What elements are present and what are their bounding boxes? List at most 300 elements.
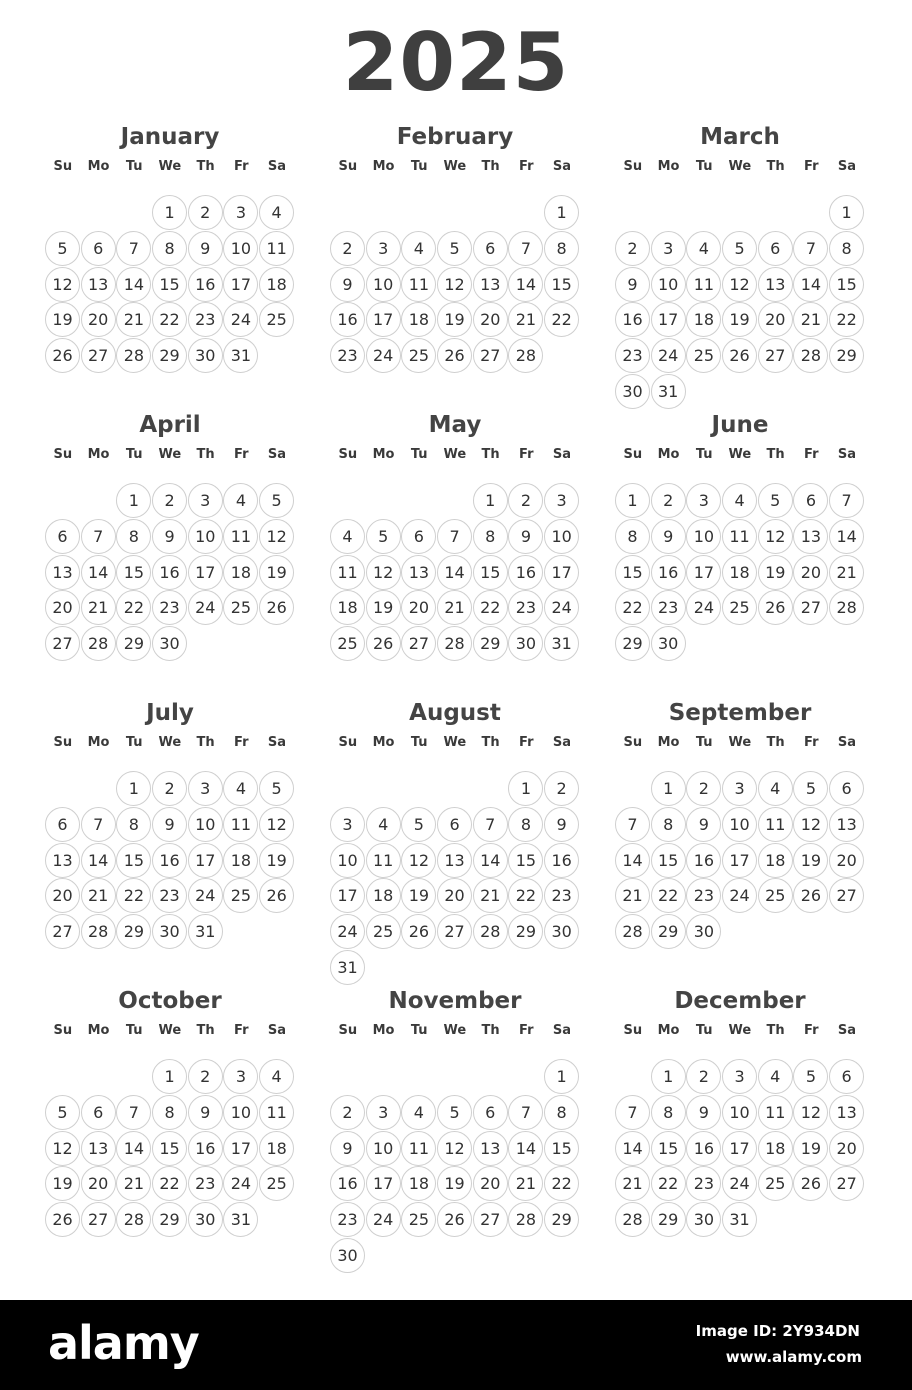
day-cell: 11 — [758, 1095, 793, 1130]
day-cell: 17 — [651, 302, 686, 337]
day-cell: 22 — [473, 590, 508, 625]
day-cell: 31 — [722, 1202, 757, 1237]
day-cell: 5 — [793, 1059, 828, 1094]
day-cell: 14 — [437, 555, 472, 590]
day-cell: 1 — [152, 1059, 187, 1094]
day-cell: 18 — [259, 1131, 294, 1166]
day-grid — [45, 195, 295, 374]
empty-cell — [615, 195, 650, 230]
day-cell: 29 — [473, 626, 508, 661]
day-cell: 9 — [330, 1131, 365, 1166]
day-cell: 30 — [152, 914, 187, 949]
day-cell: 30 — [615, 374, 650, 409]
day-cell: 21 — [116, 302, 151, 337]
day-cell: 31 — [651, 374, 686, 409]
month-june — [615, 410, 865, 662]
day-cell: 17 — [223, 1131, 258, 1166]
day-cell: 3 — [223, 195, 258, 230]
empty-cell — [758, 195, 793, 230]
day-cell: 2 — [615, 231, 650, 266]
weekday-header — [330, 157, 580, 177]
day-cell: 21 — [81, 590, 116, 625]
day-cell: 15 — [544, 1131, 579, 1166]
day-cell: 5 — [793, 771, 828, 806]
day-cell: 23 — [508, 590, 543, 625]
day-cell: 6 — [45, 519, 80, 554]
day-cell: 8 — [473, 519, 508, 554]
day-cell: 24 — [686, 590, 721, 625]
weekday-label: Su — [338, 735, 358, 750]
day-cell: 12 — [758, 519, 793, 554]
day-cell: 9 — [686, 1095, 721, 1130]
month-title: July — [146, 700, 194, 726]
day-cell: 24 — [544, 590, 579, 625]
day-cell: 27 — [473, 1202, 508, 1237]
weekday-label: Fr — [804, 447, 819, 462]
month-april — [45, 410, 295, 662]
weekday-header — [45, 445, 295, 465]
empty-cell — [401, 1059, 436, 1094]
day-cell: 6 — [473, 1095, 508, 1130]
weekday-label: Su — [53, 1023, 73, 1038]
day-cell: 26 — [45, 1202, 80, 1237]
day-cell: 8 — [544, 1095, 579, 1130]
weekday-label: We — [443, 159, 467, 174]
day-cell: 26 — [793, 878, 828, 913]
weekday-label: Su — [53, 447, 73, 462]
weekday-label: Su — [623, 159, 643, 174]
empty-cell — [473, 195, 508, 230]
day-cell: 8 — [615, 519, 650, 554]
weekday-label: Tu — [125, 735, 143, 750]
day-cell: 1 — [615, 483, 650, 518]
day-cell: 20 — [401, 590, 436, 625]
day-cell: 9 — [544, 807, 579, 842]
day-cell: 21 — [116, 1166, 151, 1201]
day-cell: 2 — [330, 231, 365, 266]
day-cell: 22 — [829, 302, 864, 337]
day-cell: 16 — [152, 843, 187, 878]
day-cell: 10 — [223, 1095, 258, 1130]
day-cell: 13 — [401, 555, 436, 590]
day-cell: 17 — [366, 302, 401, 337]
day-cell: 24 — [188, 590, 223, 625]
day-cell: 10 — [722, 1095, 757, 1130]
day-cell: 30 — [651, 626, 686, 661]
day-cell: 15 — [544, 267, 579, 302]
day-cell: 27 — [81, 1202, 116, 1237]
day-cell: 25 — [722, 590, 757, 625]
day-cell: 28 — [116, 1202, 151, 1237]
day-cell: 12 — [366, 555, 401, 590]
day-cell: 3 — [366, 1095, 401, 1130]
day-cell: 11 — [686, 267, 721, 302]
day-cell: 10 — [366, 1131, 401, 1166]
day-cell: 23 — [152, 878, 187, 913]
day-cell: 23 — [686, 1166, 721, 1201]
day-cell: 2 — [686, 771, 721, 806]
day-cell: 29 — [116, 626, 151, 661]
day-cell: 5 — [437, 231, 472, 266]
empty-cell — [473, 771, 508, 806]
day-cell: 7 — [615, 807, 650, 842]
day-cell: 15 — [116, 843, 151, 878]
day-cell: 29 — [651, 914, 686, 949]
weekday-label: Sa — [837, 735, 857, 750]
day-cell: 15 — [615, 555, 650, 590]
weekday-label: Mo — [372, 447, 395, 462]
day-cell: 4 — [259, 195, 294, 230]
day-cell: 23 — [330, 1202, 365, 1237]
month-title: June — [711, 412, 769, 438]
day-cell: 17 — [722, 843, 757, 878]
day-cell: 11 — [366, 843, 401, 878]
day-cell: 2 — [508, 483, 543, 518]
day-cell: 3 — [223, 1059, 258, 1094]
day-cell: 26 — [437, 338, 472, 373]
day-cell: 4 — [758, 1059, 793, 1094]
day-cell: 15 — [508, 843, 543, 878]
day-cell: 22 — [544, 302, 579, 337]
day-cell: 8 — [651, 807, 686, 842]
day-cell: 23 — [686, 878, 721, 913]
day-cell: 28 — [508, 338, 543, 373]
empty-cell — [330, 1059, 365, 1094]
weekday-label: Th — [481, 735, 500, 750]
day-cell: 4 — [722, 483, 757, 518]
weekday-label: Tu — [695, 159, 713, 174]
day-cell: 30 — [686, 1202, 721, 1237]
empty-cell — [401, 771, 436, 806]
day-cell: 29 — [615, 626, 650, 661]
weekday-label: Fr — [519, 159, 534, 174]
day-cell: 15 — [829, 267, 864, 302]
weekday-label: Mo — [372, 1023, 395, 1038]
day-cell: 1 — [544, 1059, 579, 1094]
empty-cell — [366, 1059, 401, 1094]
weekday-label: Fr — [519, 1023, 534, 1038]
weekday-label: We — [158, 447, 182, 462]
day-cell: 28 — [81, 914, 116, 949]
weekday-label: We — [728, 1023, 752, 1038]
empty-cell — [330, 195, 365, 230]
day-cell: 3 — [330, 807, 365, 842]
weekday-header — [45, 733, 295, 753]
day-cell: 20 — [437, 878, 472, 913]
day-cell: 16 — [686, 843, 721, 878]
year-title: 2025 — [342, 16, 570, 109]
weekday-label: Tu — [410, 735, 428, 750]
day-cell: 8 — [829, 231, 864, 266]
empty-cell — [330, 483, 365, 518]
day-cell: 7 — [116, 1095, 151, 1130]
weekday-label: Sa — [837, 447, 857, 462]
day-cell: 12 — [45, 1131, 80, 1166]
month-title: August — [409, 700, 501, 726]
day-cell: 8 — [116, 807, 151, 842]
day-cell: 24 — [366, 338, 401, 373]
day-cell: 4 — [758, 771, 793, 806]
month-february — [330, 122, 580, 374]
weekday-label: Th — [196, 447, 215, 462]
day-cell: 3 — [544, 483, 579, 518]
day-grid — [330, 195, 580, 374]
empty-cell — [81, 195, 116, 230]
day-cell: 12 — [259, 807, 294, 842]
day-cell: 10 — [544, 519, 579, 554]
day-cell: 26 — [437, 1202, 472, 1237]
day-cell: 30 — [544, 914, 579, 949]
day-cell: 18 — [758, 843, 793, 878]
day-cell: 8 — [544, 231, 579, 266]
day-cell: 4 — [223, 483, 258, 518]
day-cell: 7 — [508, 1095, 543, 1130]
day-cell: 29 — [152, 338, 187, 373]
day-cell: 5 — [722, 231, 757, 266]
weekday-label: Fr — [234, 447, 249, 462]
day-cell: 15 — [116, 555, 151, 590]
day-cell: 9 — [686, 807, 721, 842]
day-cell: 6 — [45, 807, 80, 842]
month-january — [45, 122, 295, 374]
weekday-label: Sa — [552, 159, 572, 174]
day-cell: 6 — [829, 1059, 864, 1094]
day-cell: 22 — [152, 302, 187, 337]
day-cell: 27 — [401, 626, 436, 661]
day-cell: 1 — [152, 195, 187, 230]
day-cell: 14 — [81, 843, 116, 878]
day-cell: 13 — [473, 1131, 508, 1166]
weekday-label: Fr — [234, 159, 249, 174]
day-cell: 12 — [437, 1131, 472, 1166]
day-cell: 1 — [116, 483, 151, 518]
empty-cell — [437, 483, 472, 518]
weekday-label: Su — [623, 735, 643, 750]
day-cell: 24 — [223, 302, 258, 337]
day-cell: 5 — [259, 771, 294, 806]
day-cell: 19 — [758, 555, 793, 590]
day-cell: 16 — [152, 555, 187, 590]
day-grid — [45, 771, 295, 950]
weekday-label: Tu — [695, 735, 713, 750]
weekday-label: We — [443, 735, 467, 750]
day-cell: 31 — [188, 914, 223, 949]
day-cell: 8 — [508, 807, 543, 842]
day-cell: 16 — [651, 555, 686, 590]
day-cell: 25 — [259, 1166, 294, 1201]
weekday-label: Fr — [234, 1023, 249, 1038]
day-cell: 1 — [651, 771, 686, 806]
day-cell: 6 — [758, 231, 793, 266]
empty-cell — [473, 1059, 508, 1094]
day-cell: 7 — [81, 519, 116, 554]
day-cell: 15 — [152, 267, 187, 302]
day-cell: 24 — [722, 1166, 757, 1201]
day-cell: 5 — [758, 483, 793, 518]
day-grid — [330, 771, 580, 986]
empty-cell — [437, 195, 472, 230]
day-cell: 14 — [508, 267, 543, 302]
day-cell: 7 — [793, 231, 828, 266]
day-cell: 28 — [437, 626, 472, 661]
day-cell: 23 — [544, 878, 579, 913]
day-grid — [615, 195, 865, 410]
day-cell: 20 — [473, 1166, 508, 1201]
day-cell: 30 — [152, 626, 187, 661]
day-cell: 19 — [259, 555, 294, 590]
day-grid — [330, 483, 580, 662]
day-cell: 12 — [437, 267, 472, 302]
empty-cell — [615, 771, 650, 806]
day-cell: 23 — [651, 590, 686, 625]
day-cell: 9 — [152, 807, 187, 842]
day-cell: 6 — [401, 519, 436, 554]
day-cell: 20 — [81, 302, 116, 337]
empty-cell — [401, 195, 436, 230]
day-cell: 10 — [686, 519, 721, 554]
day-cell: 22 — [544, 1166, 579, 1201]
day-cell: 11 — [259, 231, 294, 266]
month-title: January — [120, 124, 220, 150]
weekday-header — [330, 1021, 580, 1041]
day-cell: 16 — [544, 843, 579, 878]
day-cell: 9 — [508, 519, 543, 554]
day-cell: 26 — [45, 338, 80, 373]
day-cell: 20 — [793, 555, 828, 590]
day-cell: 13 — [81, 267, 116, 302]
weekday-header — [615, 1021, 865, 1041]
day-cell: 21 — [81, 878, 116, 913]
day-cell: 13 — [758, 267, 793, 302]
day-cell: 4 — [223, 771, 258, 806]
day-cell: 12 — [45, 267, 80, 302]
day-cell: 21 — [473, 878, 508, 913]
day-cell: 27 — [437, 914, 472, 949]
day-cell: 17 — [223, 267, 258, 302]
weekday-label: Su — [623, 1023, 643, 1038]
weekday-label: Sa — [267, 1023, 287, 1038]
month-title: December — [674, 988, 806, 1014]
month-title: February — [396, 124, 514, 150]
day-cell: 14 — [508, 1131, 543, 1166]
day-cell: 19 — [45, 1166, 80, 1201]
day-cell: 10 — [188, 807, 223, 842]
month-title: November — [388, 988, 522, 1014]
day-cell: 18 — [686, 302, 721, 337]
day-cell: 7 — [615, 1095, 650, 1130]
day-cell: 20 — [758, 302, 793, 337]
month-september — [615, 698, 865, 950]
empty-cell — [651, 195, 686, 230]
empty-cell — [437, 1059, 472, 1094]
day-cell: 2 — [188, 195, 223, 230]
day-cell: 25 — [330, 626, 365, 661]
day-cell: 28 — [793, 338, 828, 373]
day-cell: 6 — [81, 231, 116, 266]
day-cell: 14 — [473, 843, 508, 878]
day-cell: 2 — [651, 483, 686, 518]
weekday-label: Fr — [519, 447, 534, 462]
day-cell: 10 — [223, 231, 258, 266]
day-cell: 31 — [330, 950, 365, 985]
weekday-label: Mo — [87, 447, 110, 462]
empty-cell — [722, 195, 757, 230]
weekday-header — [615, 445, 865, 465]
weekday-label: Sa — [837, 159, 857, 174]
day-cell: 15 — [473, 555, 508, 590]
weekday-label: Su — [338, 159, 358, 174]
month-august — [330, 698, 580, 986]
day-cell: 11 — [330, 555, 365, 590]
day-cell: 18 — [366, 878, 401, 913]
day-cell: 25 — [223, 590, 258, 625]
day-cell: 30 — [330, 1238, 365, 1273]
day-cell: 27 — [829, 878, 864, 913]
day-cell: 20 — [473, 302, 508, 337]
empty-cell — [366, 483, 401, 518]
day-cell: 15 — [651, 843, 686, 878]
day-cell: 28 — [473, 914, 508, 949]
month-title: October — [118, 988, 222, 1014]
day-cell: 8 — [651, 1095, 686, 1130]
weekday-header — [45, 1021, 295, 1041]
weekday-label: Mo — [657, 735, 680, 750]
site-url: www.alamy.com — [725, 1348, 862, 1366]
day-cell: 14 — [793, 267, 828, 302]
day-cell: 27 — [473, 338, 508, 373]
day-cell: 3 — [188, 483, 223, 518]
weekday-label: Fr — [804, 159, 819, 174]
day-cell: 14 — [615, 1131, 650, 1166]
day-cell: 5 — [401, 807, 436, 842]
weekday-header — [45, 157, 295, 177]
day-cell: 3 — [651, 231, 686, 266]
day-grid — [615, 771, 865, 950]
day-cell: 16 — [188, 1131, 223, 1166]
weekday-label: We — [158, 735, 182, 750]
weekday-header — [615, 733, 865, 753]
day-cell: 11 — [401, 1131, 436, 1166]
day-cell: 13 — [45, 555, 80, 590]
day-cell: 4 — [259, 1059, 294, 1094]
weekday-label: Su — [338, 447, 358, 462]
weekday-label: Tu — [695, 1023, 713, 1038]
day-cell: 23 — [188, 302, 223, 337]
day-cell: 28 — [615, 914, 650, 949]
day-cell: 17 — [366, 1166, 401, 1201]
day-cell: 8 — [152, 231, 187, 266]
empty-cell — [366, 771, 401, 806]
day-cell: 3 — [366, 231, 401, 266]
day-cell: 24 — [330, 914, 365, 949]
day-cell: 29 — [651, 1202, 686, 1237]
day-grid — [45, 483, 295, 662]
day-cell: 27 — [829, 1166, 864, 1201]
day-cell: 11 — [223, 519, 258, 554]
day-cell: 19 — [437, 1166, 472, 1201]
weekday-header — [615, 157, 865, 177]
month-title: September — [668, 700, 812, 726]
day-cell: 1 — [829, 195, 864, 230]
weekday-label: We — [158, 1023, 182, 1038]
day-cell: 12 — [259, 519, 294, 554]
weekday-label: Tu — [125, 1023, 143, 1038]
weekday-label: Th — [196, 735, 215, 750]
day-cell: 17 — [722, 1131, 757, 1166]
day-cell: 13 — [829, 807, 864, 842]
day-grid — [45, 1059, 295, 1238]
day-cell: 9 — [615, 267, 650, 302]
